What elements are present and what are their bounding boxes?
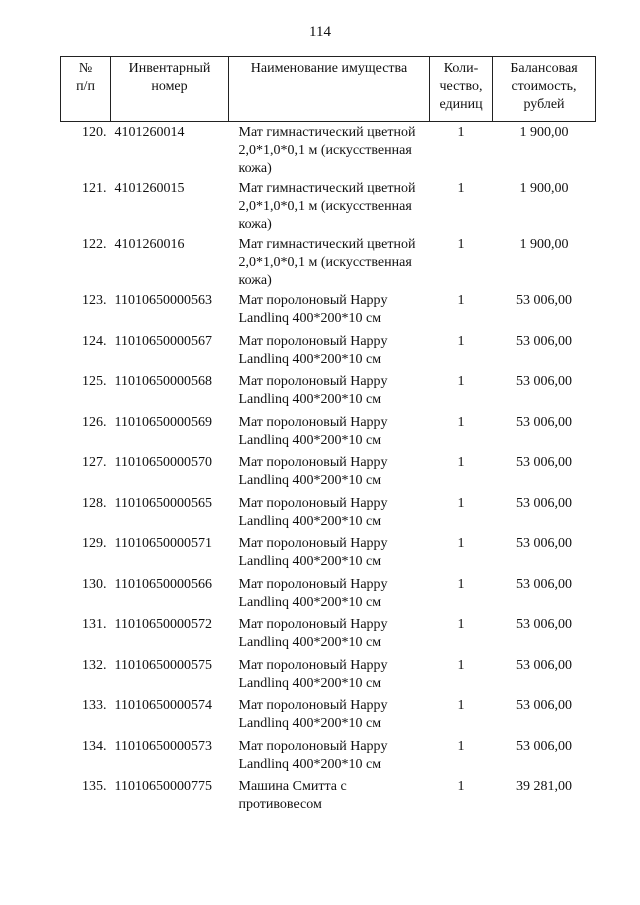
inventory-number-cell: 4101260016 <box>114 237 185 252</box>
item-name-line: Landlinq 400*200*10 см <box>238 716 382 731</box>
item-name-cell <box>229 778 430 819</box>
item-name-cell <box>229 697 430 738</box>
item-name-line: Landlinq 400*200*10 см <box>238 756 382 772</box>
item-name-line: Мат поролоновый Happy <box>238 414 388 430</box>
inventory-number-cell: 11010650000572 <box>114 617 212 632</box>
quantity-cell: 1 <box>457 738 465 754</box>
table-row <box>61 535 596 576</box>
header-cost-line: Балансовая <box>510 61 578 76</box>
inventory-number-cell: 4101260015 <box>114 181 185 196</box>
header-cost-line: стоимость, <box>511 79 577 94</box>
balance-cost-cell: 53 006,00 <box>516 414 572 430</box>
item-name-cell <box>229 535 430 576</box>
item-name-cell <box>229 180 430 236</box>
table-row <box>61 333 596 374</box>
balance-cost-cell: 53 006,00 <box>516 738 572 754</box>
balance-cost-cell: 1 900,00 <box>519 125 569 140</box>
row-number-cell: 133. <box>82 698 107 713</box>
row-number-cell: 130. <box>82 576 107 592</box>
quantity-cell: 1 <box>457 657 465 673</box>
table-row <box>61 373 596 414</box>
balance-cost-cell: 39 281,00 <box>516 779 572 794</box>
row-number-cell: 128. <box>82 495 107 511</box>
header-name <box>229 57 430 122</box>
balance-cost-cell: 53 006,00 <box>516 576 572 592</box>
row-number-cell: 122. <box>82 237 107 252</box>
quantity-cell: 1 <box>457 293 465 308</box>
row-number-cell: 129. <box>82 536 107 551</box>
item-name-line: Landlinq 400*200*10 см <box>238 635 382 650</box>
item-name-cell <box>229 454 430 495</box>
item-name-line: Мат гимнастический цветной <box>238 125 416 140</box>
quantity-cell: 1 <box>457 495 465 511</box>
table-row <box>61 778 596 819</box>
header-num <box>61 57 111 122</box>
quantity-cell: 1 <box>457 779 465 794</box>
item-name-line: Landlinq 400*200*10 см <box>238 554 382 569</box>
balance-cost-cell: 53 006,00 <box>516 374 572 389</box>
item-name-cell <box>229 414 430 455</box>
quantity-cell: 1 <box>457 125 465 140</box>
inventory-table <box>60 56 596 819</box>
inventory-number-cell: 11010650000566 <box>114 576 212 592</box>
item-name-line: Landlinq 400*200*10 см <box>238 432 382 448</box>
balance-cost-cell: 1 900,00 <box>519 181 569 196</box>
item-name-line: кожа) <box>238 217 272 232</box>
row-number-cell: 120. <box>82 125 107 140</box>
item-name-cell <box>229 122 430 181</box>
header-qty-line: чество, <box>439 79 483 94</box>
item-name-line: Мат поролоновый Happy <box>238 698 388 713</box>
item-name-line: Мат поролоновый Happy <box>238 495 388 511</box>
quantity-cell: 1 <box>457 698 465 713</box>
item-name-line: Мат поролоновый Happy <box>238 455 388 470</box>
item-name-line: Landlinq 400*200*10 см <box>238 351 382 367</box>
row-number-cell: 132. <box>82 657 107 673</box>
item-name-line: Мат поролоновый Happy <box>238 576 388 592</box>
header-inventory <box>111 57 229 122</box>
row-number-cell: 134. <box>82 738 107 754</box>
balance-cost-cell: 53 006,00 <box>516 657 572 673</box>
balance-cost-cell: 53 006,00 <box>516 495 572 511</box>
row-number-cell: 124. <box>82 333 107 349</box>
header-cost-line: рублей <box>523 97 565 112</box>
item-name-line: Мат поролоновый Happy <box>238 536 388 551</box>
table-row <box>61 576 596 617</box>
table-row <box>61 236 596 292</box>
table-row <box>61 738 596 779</box>
table-row <box>61 616 596 657</box>
page-number: 114 <box>309 24 331 40</box>
item-name-line: 2,0*1,0*0,1 м (искусственная <box>238 143 412 158</box>
header-cost <box>493 57 596 122</box>
row-number-cell: 121. <box>82 181 107 196</box>
item-name-line: 2,0*1,0*0,1 м (искусственная <box>238 255 412 270</box>
item-name-line: Landlinq 400*200*10 см <box>238 392 382 407</box>
item-name-line: Мат поролоновый Happy <box>238 293 388 308</box>
header-inventory-line: Инвентарный <box>128 61 211 76</box>
table-row <box>61 122 596 181</box>
item-name-line: Мат поролоновый Happy <box>238 738 388 754</box>
header-qty-line: Коли- <box>443 61 479 76</box>
row-number-cell: 123. <box>82 293 107 308</box>
item-name-line: Landlinq 400*200*10 см <box>238 675 382 691</box>
inventory-number-cell: 11010650000574 <box>114 698 212 713</box>
inventory-number-cell: 11010650000775 <box>114 779 212 794</box>
header-qty <box>430 57 493 122</box>
item-name-line: кожа) <box>238 273 272 288</box>
inventory-number-cell: 11010650000568 <box>114 374 212 389</box>
inventory-number-cell: 11010650000573 <box>114 738 212 754</box>
balance-cost-cell: 53 006,00 <box>516 698 572 713</box>
inventory-number-cell: 11010650000569 <box>114 414 212 430</box>
item-name-cell <box>229 495 430 536</box>
inventory-number-cell: 11010650000570 <box>114 455 212 470</box>
inventory-number-cell: 11010650000575 <box>114 657 212 673</box>
row-number-cell: 135. <box>82 779 107 794</box>
item-name-line: Мат поролоновый Happy <box>238 617 388 632</box>
quantity-cell: 1 <box>457 536 465 551</box>
item-name-line: противовесом <box>238 797 322 812</box>
item-name-cell <box>229 333 430 374</box>
table-row <box>61 180 596 236</box>
inventory-number-cell: 11010650000571 <box>114 536 212 551</box>
item-name-line: Машина Смитта с <box>238 779 347 794</box>
item-name-line: Мат гимнастический цветной <box>238 237 416 252</box>
item-name-line: Landlinq 400*200*10 см <box>238 473 382 488</box>
item-name-line: Landlinq 400*200*10 см <box>238 513 382 529</box>
quantity-cell: 1 <box>457 237 465 252</box>
balance-cost-cell: 53 006,00 <box>516 293 572 308</box>
item-name-line: Landlinq 400*200*10 см <box>238 594 382 610</box>
item-name-cell <box>229 657 430 698</box>
inventory-number-cell: 11010650000567 <box>114 333 212 349</box>
table-row <box>61 454 596 495</box>
item-name-line: Мат поролоновый Happy <box>238 374 388 389</box>
header-inventory-line: номер <box>151 79 188 94</box>
balance-cost-cell: 53 006,00 <box>516 333 572 349</box>
item-name-line: Landlinq 400*200*10 см <box>238 311 382 326</box>
table-row <box>61 292 596 333</box>
balance-cost-cell: 53 006,00 <box>516 455 572 470</box>
quantity-cell: 1 <box>457 617 465 632</box>
quantity-cell: 1 <box>457 374 465 389</box>
item-name-cell <box>229 576 430 617</box>
item-name-line: 2,0*1,0*0,1 м (искусственная <box>238 199 412 214</box>
item-name-line: Мат поролоновый Happy <box>238 333 388 349</box>
inventory-number-cell: 11010650000565 <box>114 495 212 511</box>
balance-cost-cell: 1 900,00 <box>519 237 569 252</box>
table-row <box>61 657 596 698</box>
quantity-cell: 1 <box>457 455 465 470</box>
inventory-number-cell: 11010650000563 <box>114 293 212 308</box>
header-num-line: п/п <box>76 79 95 94</box>
quantity-cell: 1 <box>457 333 465 349</box>
header-qty-line: единиц <box>439 97 483 112</box>
item-name-cell <box>229 292 430 333</box>
balance-cost-cell: 53 006,00 <box>516 617 572 632</box>
table-row <box>61 495 596 536</box>
item-name-cell <box>229 373 430 414</box>
item-name-line: Мат гимнастический цветной <box>238 181 416 196</box>
quantity-cell: 1 <box>457 576 465 592</box>
header-name-line: Наименование имущества <box>250 61 408 76</box>
inventory-number-cell: 4101260014 <box>114 125 185 140</box>
quantity-cell: 1 <box>457 181 465 196</box>
item-name-cell <box>229 738 430 779</box>
quantity-cell: 1 <box>457 414 465 430</box>
balance-cost-cell: 53 006,00 <box>516 536 572 551</box>
item-name-cell <box>229 236 430 292</box>
row-number-cell: 127. <box>82 455 107 470</box>
table-row <box>61 697 596 738</box>
item-name-cell <box>229 616 430 657</box>
header-num-line: № <box>78 61 93 76</box>
table-body <box>61 122 596 819</box>
item-name-line: кожа) <box>238 161 272 176</box>
row-number-cell: 126. <box>82 414 107 430</box>
table-row <box>61 414 596 455</box>
row-number-cell: 131. <box>82 617 107 632</box>
table-header-row <box>61 57 596 122</box>
item-name-line: Мат поролоновый Happy <box>238 657 388 673</box>
row-number-cell: 125. <box>82 374 107 389</box>
